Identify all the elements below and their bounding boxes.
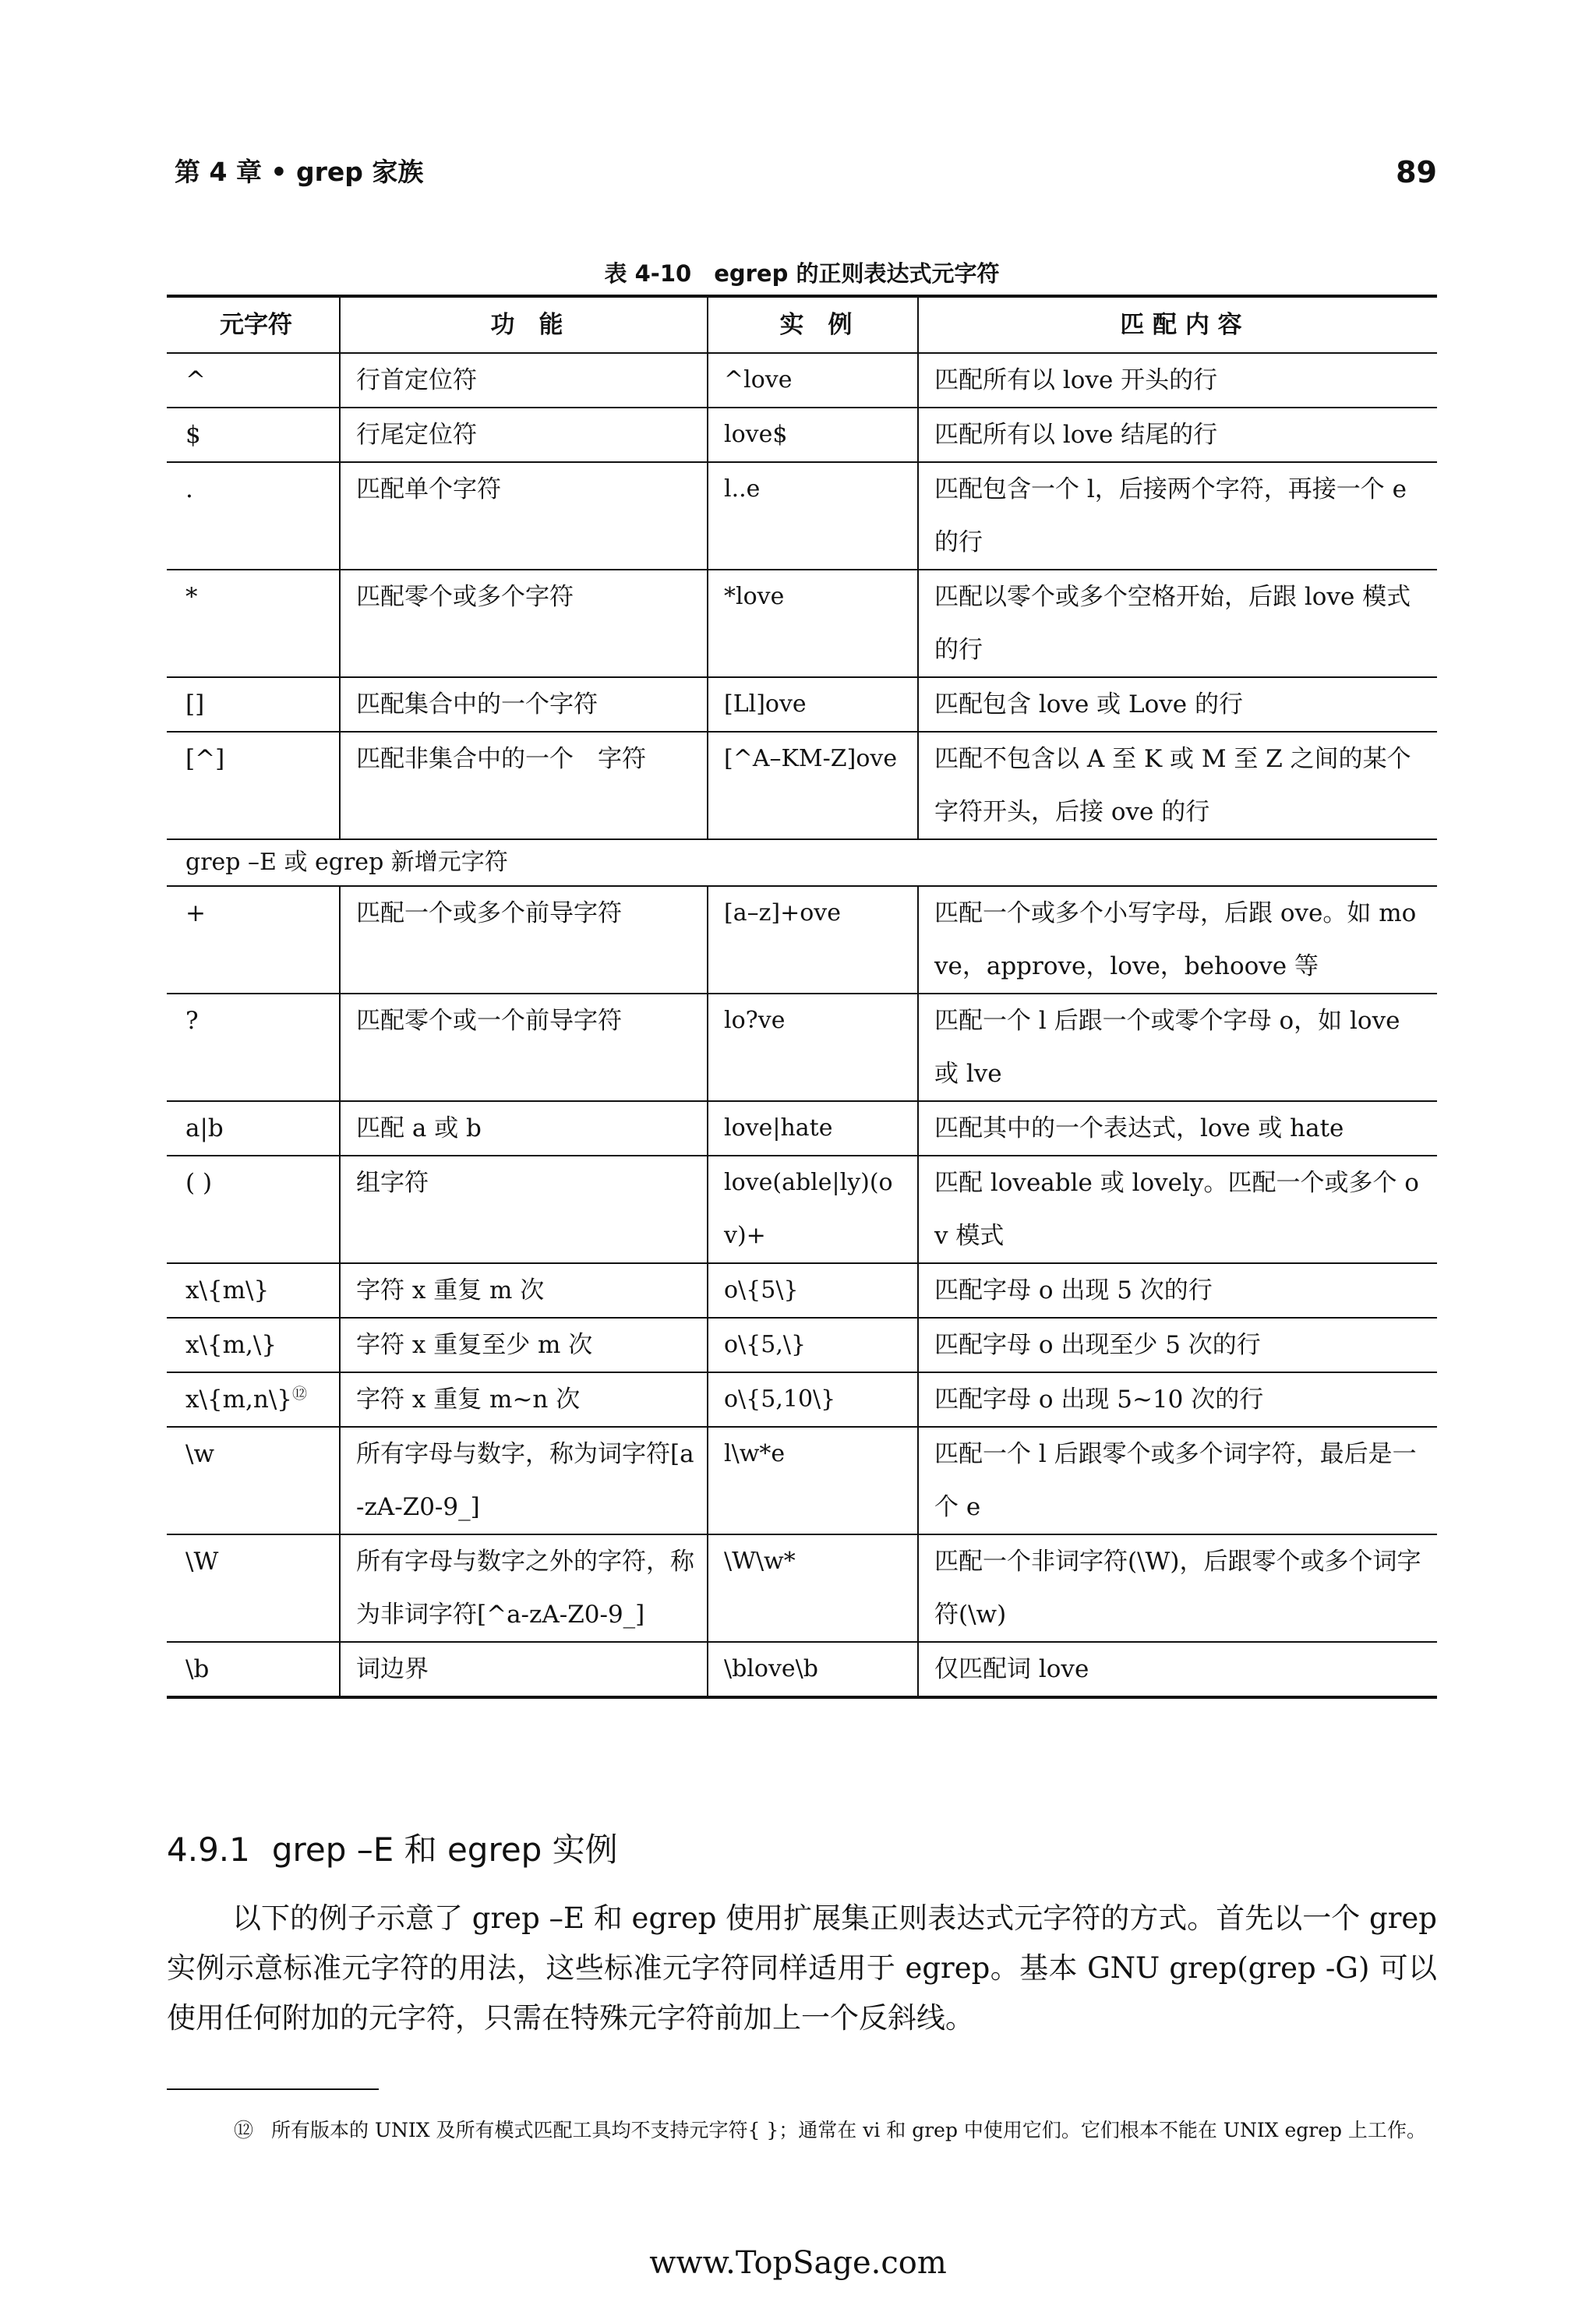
match-cell-text: 匹配字母 o 出现至少 5 次的行 bbox=[934, 1331, 1261, 1359]
example-cell-text: l..e bbox=[724, 475, 761, 503]
function-cell bbox=[340, 353, 708, 408]
example-cell-text: o\{5,\} bbox=[724, 1331, 807, 1358]
running-header bbox=[175, 153, 1437, 192]
metachar-cell-text: a|b bbox=[185, 1114, 224, 1142]
example-cell-text: [a–z]+ove bbox=[724, 899, 841, 927]
function-cell bbox=[340, 1156, 708, 1263]
example-cell bbox=[708, 677, 918, 732]
metachar-cell bbox=[167, 1318, 340, 1372]
metachar-cell bbox=[167, 462, 340, 570]
example-cell bbox=[708, 886, 918, 994]
function-cell bbox=[340, 677, 708, 732]
match-cell-text: 匹配一个 l 后跟一个或零个字母 o，如 love 或 lve bbox=[934, 1007, 1400, 1088]
example-cell-text: love(able|ly)(ov)+ bbox=[724, 1169, 893, 1249]
metachar-cell bbox=[167, 732, 340, 839]
function-cell-text: 词边界 bbox=[356, 1655, 429, 1683]
example-cell bbox=[708, 732, 918, 839]
metachar-cell-text: + bbox=[185, 899, 206, 927]
example-cell-text: ^love bbox=[724, 366, 793, 394]
table-row bbox=[167, 1263, 1437, 1318]
metachar-cell-text: ^ bbox=[185, 366, 206, 394]
table-row bbox=[167, 1318, 1437, 1372]
match-cell bbox=[918, 408, 1437, 462]
match-cell bbox=[918, 1263, 1437, 1318]
match-cell-text: 匹配一个 l 后跟零个或多个词字符，最后是一个 e bbox=[934, 1440, 1417, 1521]
table-row bbox=[167, 570, 1437, 677]
example-cell bbox=[708, 408, 918, 462]
function-cell-text: 匹配集合中的一个字符 bbox=[356, 690, 598, 718]
match-cell bbox=[918, 462, 1437, 570]
match-cell-text: 匹配其中的一个表达式，love 或 hate bbox=[934, 1114, 1344, 1142]
footnote-text: 所有版本的 UNIX 及所有模式匹配工具均不支持元字符{ }；通常在 vi 和 grep 中使用它们。它们根本不能在 UNIX egrep 上工作。 bbox=[271, 2119, 1426, 2141]
match-cell bbox=[918, 732, 1437, 839]
match-cell-text: 仅匹配词 love bbox=[934, 1655, 1089, 1683]
metachar-cell-text: x\{m,n\} bbox=[185, 1386, 293, 1414]
function-cell bbox=[340, 1534, 708, 1642]
table-row bbox=[167, 1642, 1437, 1697]
function-cell-text: 匹配 a 或 b bbox=[356, 1114, 482, 1142]
body-paragraph: 以下的例子示意了 grep –E 和 egrep 使用扩展集正则表达式元字符的方式。首先以一个 grep 实例示意标准元字符的用法，这些标准元字符同样适用于 egrep。基本 GNU grep(grep -G) 可以使用任何附加的元字符，只需在特殊元字符前加上一个反斜线。 bbox=[167, 1901, 1437, 2035]
metachar-cell-text: ? bbox=[185, 1007, 199, 1035]
function-cell bbox=[340, 1263, 708, 1318]
example-cell bbox=[708, 994, 918, 1101]
table-row bbox=[167, 408, 1437, 462]
example-cell bbox=[708, 1263, 918, 1318]
table-header-row bbox=[167, 296, 1437, 353]
footnote-mark: ⑫ bbox=[234, 2119, 254, 2141]
match-cell bbox=[918, 570, 1437, 677]
table-row bbox=[167, 1372, 1437, 1427]
column-header: 实 例 bbox=[708, 296, 918, 353]
function-cell-text: 匹配非集合中的一个 字符 bbox=[356, 745, 646, 773]
match-cell-text: 匹配一个或多个小写字母，后跟 ove。如 move，approve，love，behoove 等 bbox=[934, 899, 1417, 980]
function-cell-text: 组字符 bbox=[356, 1169, 429, 1197]
example-cell bbox=[708, 1156, 918, 1263]
match-cell bbox=[918, 1534, 1437, 1642]
metachar-cell bbox=[167, 1101, 340, 1156]
example-cell bbox=[708, 353, 918, 408]
column-header: 元字符 bbox=[167, 296, 340, 353]
match-cell bbox=[918, 886, 1437, 994]
match-cell-text: 匹配所有以 love 结尾的行 bbox=[934, 421, 1218, 449]
footnote-divider bbox=[167, 2088, 379, 2090]
basic-rows bbox=[167, 353, 1437, 839]
metachar-cell bbox=[167, 353, 340, 408]
example-cell-text: \blove\b bbox=[724, 1655, 818, 1682]
extended-section bbox=[167, 839, 1437, 886]
column-header: 匹 配 内 容 bbox=[918, 296, 1437, 353]
metachar-cell-text: \w bbox=[185, 1440, 214, 1468]
function-cell bbox=[340, 1372, 708, 1427]
match-cell bbox=[918, 1101, 1437, 1156]
metachar-cell-text: [^] bbox=[185, 745, 225, 773]
function-cell-text: 匹配一个或多个前导字符 bbox=[356, 899, 622, 927]
example-cell bbox=[708, 1642, 918, 1697]
example-cell bbox=[708, 1101, 918, 1156]
metachar-cell bbox=[167, 1427, 340, 1534]
table-row bbox=[167, 994, 1437, 1101]
match-cell-text: 匹配 loveable 或 lovely。匹配一个或多个 ov 模式 bbox=[934, 1169, 1419, 1250]
function-cell bbox=[340, 732, 708, 839]
match-cell-text: 匹配一个非词字符(\W)，后跟零个或多个词字符(\w) bbox=[934, 1548, 1421, 1629]
metachar-cell bbox=[167, 1263, 340, 1318]
function-cell bbox=[340, 1642, 708, 1697]
metachar-cell bbox=[167, 1156, 340, 1263]
metachar-cell-text: $ bbox=[185, 421, 201, 449]
chapter-title: 第 4 章 • grep 家族 bbox=[175, 157, 424, 187]
table-row bbox=[167, 1101, 1437, 1156]
function-cell bbox=[340, 994, 708, 1101]
metachar-cell bbox=[167, 994, 340, 1101]
metachar-cell bbox=[167, 408, 340, 462]
example-cell bbox=[708, 462, 918, 570]
match-cell-text: 匹配所有以 love 开头的行 bbox=[934, 366, 1218, 394]
function-cell bbox=[340, 1101, 708, 1156]
section-label: grep –E 或 egrep 新增元字符 bbox=[167, 839, 1437, 886]
metachar-cell-text: \W bbox=[185, 1548, 219, 1576]
metachar-cell-text: [] bbox=[185, 690, 205, 718]
section-title: grep –E 和 egrep 实例 bbox=[271, 1831, 618, 1869]
example-cell-text: \W\w* bbox=[724, 1548, 796, 1575]
match-cell-text: 匹配包含 love 或 Love 的行 bbox=[934, 690, 1243, 718]
function-cell bbox=[340, 1427, 708, 1534]
table-row bbox=[167, 886, 1437, 994]
metachar-cell bbox=[167, 570, 340, 677]
section-number: 4.9.1 bbox=[167, 1831, 250, 1869]
metacharacter-table bbox=[167, 295, 1437, 1699]
metachar-cell bbox=[167, 1534, 340, 1642]
example-cell-text: l\w*e bbox=[724, 1440, 786, 1467]
metachar-cell-text: . bbox=[185, 475, 193, 503]
extended-rows bbox=[167, 886, 1437, 1697]
function-cell bbox=[340, 886, 708, 994]
example-cell-text: [^A–KM-Z]ove bbox=[724, 745, 898, 772]
example-cell-text: love$ bbox=[724, 421, 788, 448]
function-cell-text: 行首定位符 bbox=[356, 366, 477, 394]
function-cell-text: 字符 x 重复 m~n 次 bbox=[356, 1386, 581, 1414]
column-header: 功 能 bbox=[340, 296, 708, 353]
function-cell bbox=[340, 462, 708, 570]
match-cell bbox=[918, 353, 1437, 408]
example-cell bbox=[708, 1318, 918, 1372]
match-cell-text: 匹配包含一个 l，后接两个字符，再接一个 e 的行 bbox=[934, 475, 1407, 556]
function-cell-text: 字符 x 重复至少 m 次 bbox=[356, 1331, 593, 1359]
metachar-cell bbox=[167, 677, 340, 732]
metachar-cell bbox=[167, 1642, 340, 1697]
example-cell-text: [Ll]ove bbox=[724, 690, 807, 718]
example-cell-text: o\{5,10\} bbox=[724, 1386, 836, 1413]
metachar-cell-text: \b bbox=[185, 1655, 210, 1683]
example-cell-text: *love bbox=[724, 583, 785, 610]
section-row bbox=[167, 839, 1437, 886]
match-cell-text: 匹配字母 o 出现 5 次的行 bbox=[934, 1276, 1213, 1305]
match-cell bbox=[918, 1318, 1437, 1372]
match-cell-text: 匹配以零个或多个空格开始，后跟 love 模式的行 bbox=[934, 583, 1411, 664]
function-cell-text: 字符 x 重复 m 次 bbox=[356, 1276, 545, 1305]
metachar-cell-text: x\{m\} bbox=[185, 1276, 270, 1305]
example-cell-text: love|hate bbox=[724, 1114, 833, 1142]
function-cell-text: 行尾定位符 bbox=[356, 421, 477, 449]
footnote bbox=[234, 2113, 1437, 2148]
metachar-cell-text: ( ) bbox=[185, 1169, 213, 1197]
table-row bbox=[167, 353, 1437, 408]
table-row bbox=[167, 1534, 1437, 1642]
table-row bbox=[167, 1156, 1437, 1263]
page-number: 89 bbox=[1396, 155, 1437, 189]
match-cell-text: 匹配字母 o 出现 5~10 次的行 bbox=[934, 1386, 1264, 1414]
table-row bbox=[167, 677, 1437, 732]
function-cell bbox=[340, 1318, 708, 1372]
table-caption: 表 4-10 egrep 的正则表达式元字符 bbox=[604, 260, 1000, 287]
function-cell bbox=[340, 408, 708, 462]
metachar-cell bbox=[167, 1372, 340, 1427]
footnote-reference: ⑫ bbox=[292, 1385, 308, 1403]
match-cell bbox=[918, 1372, 1437, 1427]
table-row bbox=[167, 1427, 1437, 1534]
example-cell bbox=[708, 1372, 918, 1427]
table-row bbox=[167, 462, 1437, 570]
match-cell bbox=[918, 1427, 1437, 1534]
page-footer: www.TopSage.com bbox=[649, 2245, 947, 2281]
function-cell-text: 所有字母与数字之外的字符，称为非词字符[^a-zA-Z0-9_] bbox=[356, 1548, 694, 1629]
metachar-cell bbox=[167, 886, 340, 994]
example-cell bbox=[708, 1427, 918, 1534]
example-cell-text: lo?ve bbox=[724, 1007, 786, 1034]
example-cell bbox=[708, 570, 918, 677]
section-heading bbox=[167, 1825, 618, 1875]
function-cell-text: 匹配零个或一个前导字符 bbox=[356, 1007, 622, 1035]
function-cell bbox=[340, 570, 708, 677]
example-cell bbox=[708, 1534, 918, 1642]
example-cell-text: o\{5\} bbox=[724, 1276, 799, 1304]
match-cell bbox=[918, 994, 1437, 1101]
function-cell-text: 所有字母与数字，称为词字符[a-zA-Z0-9_] bbox=[356, 1440, 694, 1521]
table-row bbox=[167, 732, 1437, 839]
match-cell bbox=[918, 1642, 1437, 1697]
function-cell-text: 匹配零个或多个字符 bbox=[356, 583, 574, 611]
metachar-cell-text: * bbox=[185, 583, 198, 611]
match-cell bbox=[918, 677, 1437, 732]
match-cell bbox=[918, 1156, 1437, 1263]
metachar-cell-text: x\{m,\} bbox=[185, 1331, 277, 1359]
match-cell-text: 匹配不包含以 A 至 K 或 M 至 Z 之间的某个字符开头，后接 ove 的行 bbox=[934, 745, 1411, 826]
function-cell-text: 匹配单个字符 bbox=[356, 475, 501, 503]
